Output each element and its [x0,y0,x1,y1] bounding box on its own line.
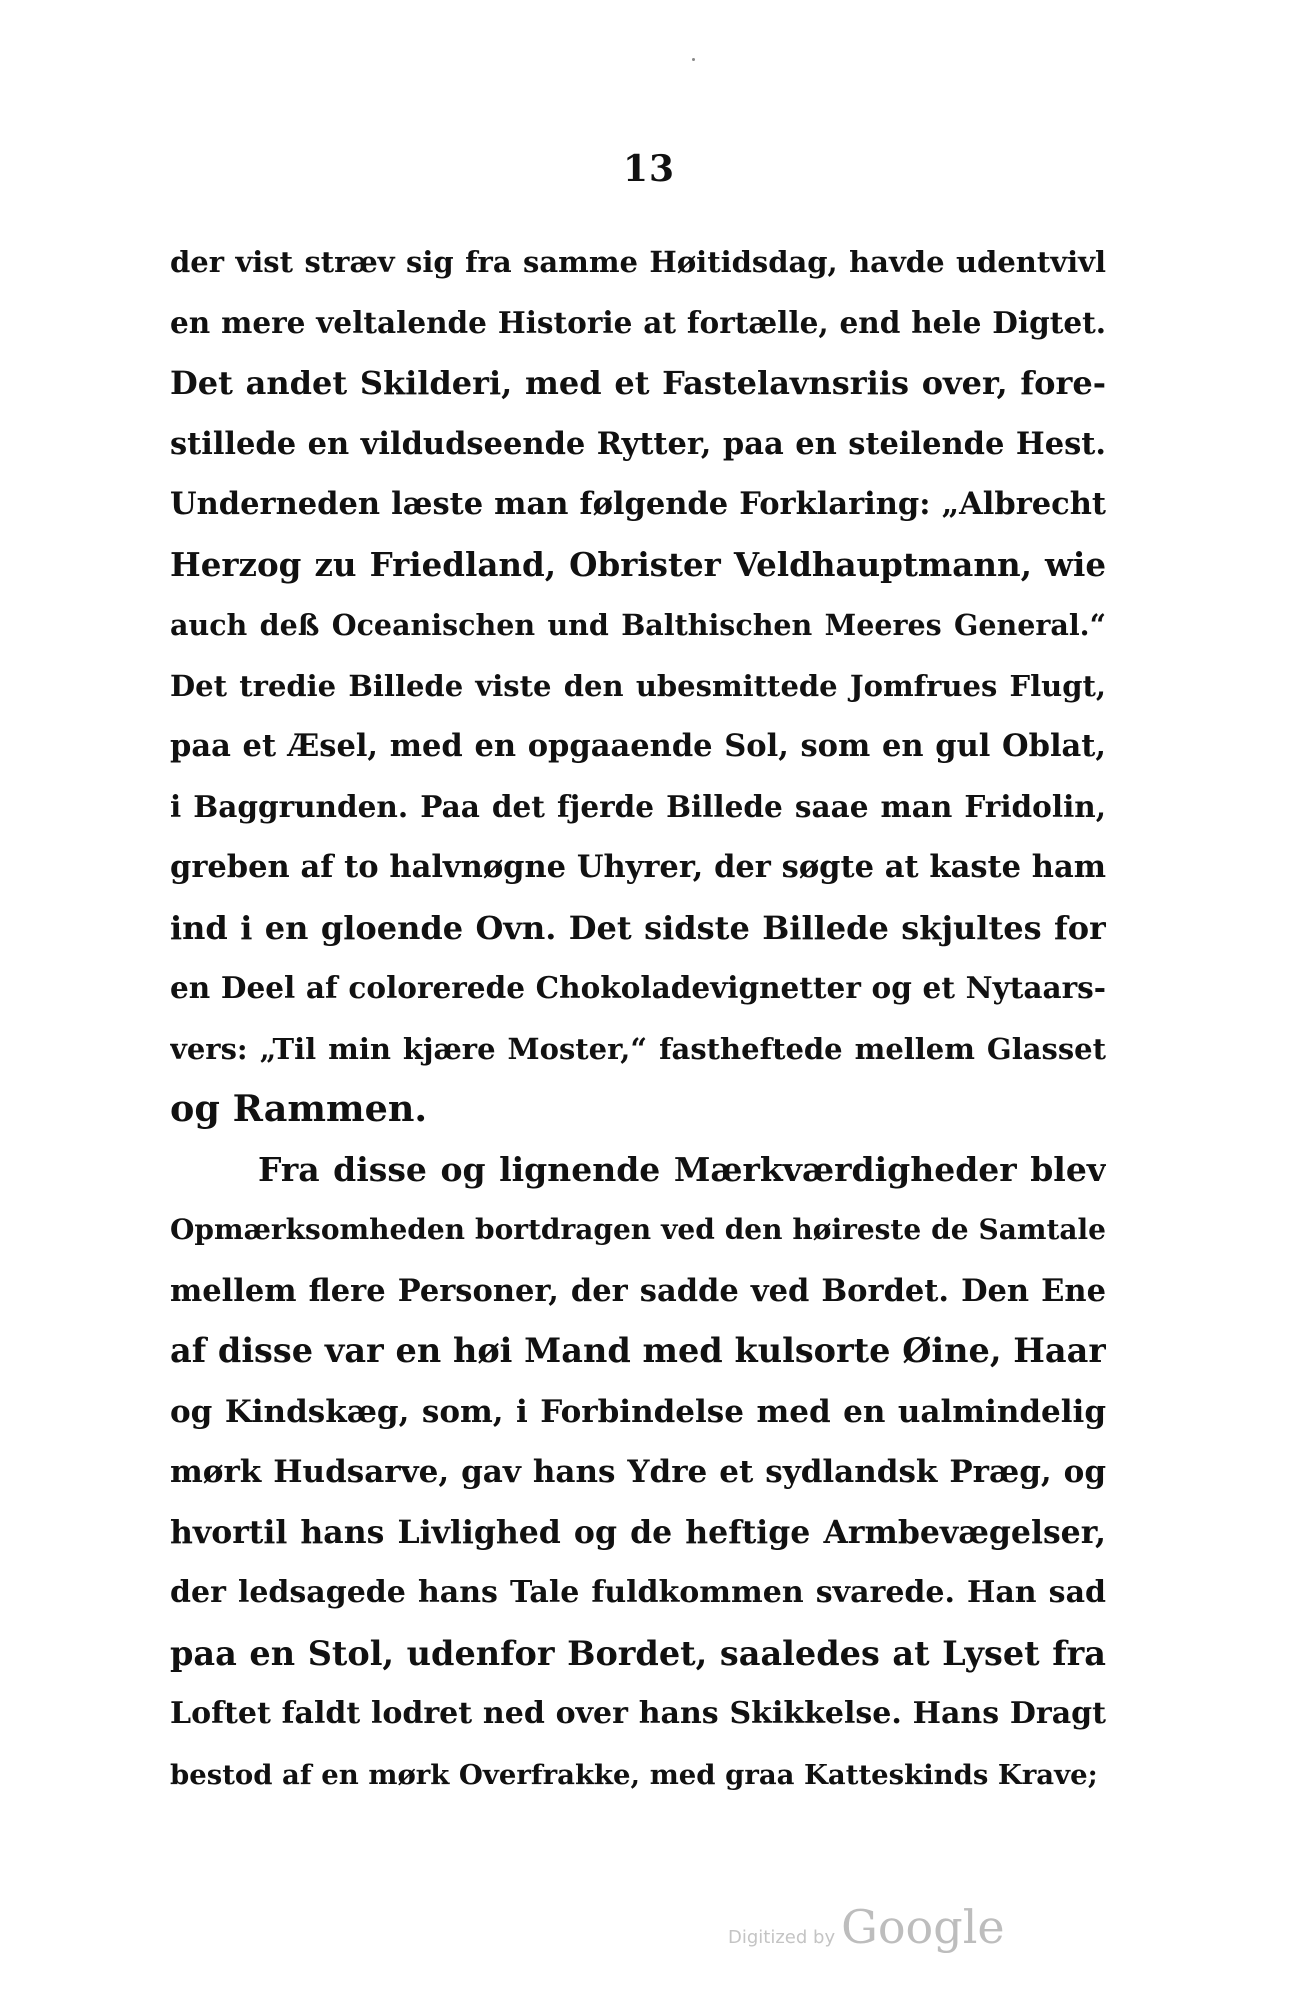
text-line: auch deß Oceanischen und Balthischen Meeres General.“ [170,608,1106,642]
text-line: greben af to halvnøgne Uhyrer, der søgte at kaste ham [170,849,1106,885]
text-line: Underneden læste man følgende Forklaring: „Albrecht [170,486,1106,522]
text-line: mørk Hudsarve, gav hans Ydre et sydlandsk Præg, og [170,1454,1106,1490]
text-line: Loftet faldt lodret ned over hans Skikkelse. Hans Dragt [170,1696,1106,1731]
text-line: Herzog zu Friedland, Obrister Veldhauptmann, wie [170,544,1106,584]
text-line: stillede en vildudseende Rytter, paa en steilende Hest. [170,425,1106,462]
text-line: bestod af en mørk Overfrakke, med graa Katteskinds Krave; [170,1758,1098,1791]
text-line: Opmærksomheden bortdragen ved den høireste de Samtale [170,1213,1106,1246]
text-line: paa en Stol, udenfor Bordet, saaledes at Lyset fra [170,1633,1106,1673]
text-line: Fra disse og lignende Mærkværdigheder blev [258,1149,1106,1189]
text-line: mellem flere Personer, der sadde ved Bordet. Den Ene [170,1272,1106,1309]
digitized-by-label: Digitized by [728,1927,836,1948]
text-line: vers: „Til min kjære Moster,“ fastheftede mellem Glasset [170,1031,1106,1066]
text-line: Det tredie Billede viste den ubesmittede Jomfrues Flugt, [170,668,1106,703]
text-line: og Rammen. [170,1087,428,1130]
text-line: der ledsagede hans Tale fuldkommen svarede. Han sad [170,1575,1106,1610]
text-line: paa et Æsel, med en opgaaende Sol, som en gul Oblat, [170,728,1106,764]
text-line: hvortil hans Livlighed og de heftige Armbevægelser, [170,1513,1106,1551]
body-text [170,232,1106,1805]
text-line: der vist stræv sig fra samme Høitidsdag, havde udentvivl [170,245,1106,279]
text-line: i Baggrunden. Paa det fjerde Billede saae man Fridolin, [170,788,1106,824]
paper-speck [692,58,695,61]
digitized-watermark [728,1900,1005,1960]
text-line: en Deel af colorerede Chokoladevignetter og et Nytaars- [170,970,1106,1005]
text-line: en mere veltalende Historie at fortælle, end hele Digtet. [170,304,1106,340]
text-line: ind i en gloende Ovn. Det sidste Billede skjultes for [170,908,1106,947]
google-logo: Google [841,1900,1005,1954]
text-line: Det andet Skilderi, med et Fastelavnsriis over, fore- [170,364,1106,402]
text-line: af disse var en høi Mand med kulsorte Øine, Haar [170,1331,1106,1370]
text-line: og Kindskæg, som, i Forbindelse med en ualmindelig [170,1393,1106,1430]
page-number: 13 [622,148,676,190]
